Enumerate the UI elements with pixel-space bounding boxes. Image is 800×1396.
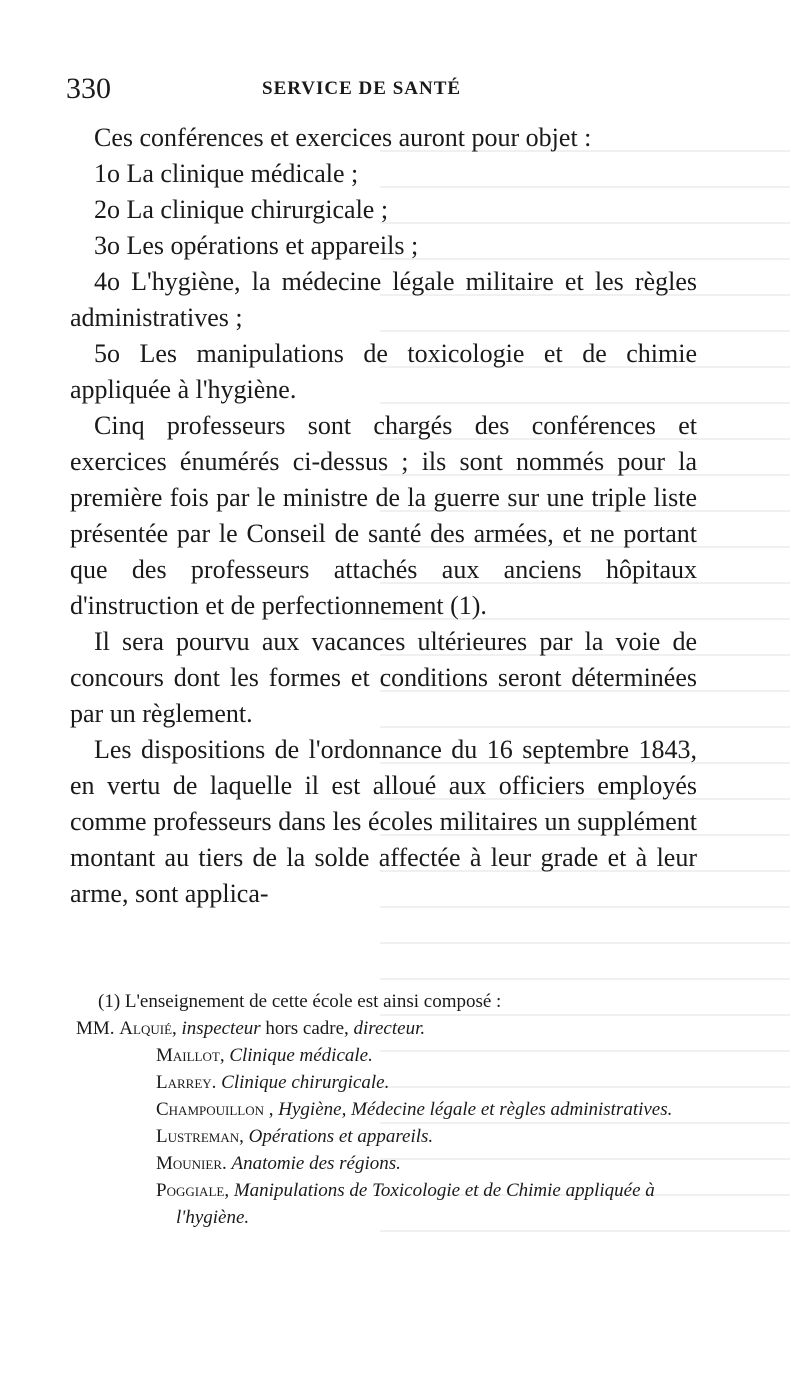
footnote-row [76, 1123, 701, 1150]
list-item: 5o Les manipulations de toxicologie et de chimie appliquée à l'hygiène. [70, 339, 697, 404]
staff-name: Poggiale, [156, 1180, 230, 1201]
staff-name: Larrey. [156, 1072, 217, 1093]
page-header [66, 72, 706, 112]
footnote-row [76, 1150, 701, 1177]
staff-name: Maillot, [156, 1045, 225, 1066]
paragraph: Cinq professeurs sont chargés des conférences et exercices énumérés ci-dessus ; ils sont nommés pour la première fois par le ministre de la guerre sur une triple liste présentée par le Conseil de santé des armées, et ne portant que des professeurs attachés aux anciens hôpitaux d'instruction et de perfectionnement (1). [70, 411, 697, 620]
running-head: SERVICE DE SANTÉ [262, 78, 462, 99]
staff-role-2: directeur. [353, 1018, 426, 1039]
footnote-intro: (1) L'enseignement de cette école est ainsi composé : [98, 991, 502, 1012]
footnote-row [76, 1042, 701, 1069]
staff-role-extra: hors cadre, [260, 1018, 354, 1039]
page-number: 330 [66, 72, 111, 105]
paragraph-intro: Ces conférences et exercices auront pour objet : [94, 123, 592, 152]
list-item: 3o Les opérations et appareils ; [94, 231, 419, 260]
staff-role: Hygiène, Médecine légale et règles administratives. [278, 1099, 673, 1120]
staff-name: Champouillon , [156, 1099, 274, 1120]
footnote-mm: MM. [76, 1018, 115, 1039]
staff-role: Anatomie des régions. [231, 1153, 401, 1174]
staff-role: Manipulations de Toxicologie et de Chimie appliquée à l'hygiène. [176, 1180, 655, 1228]
paragraph: Les dispositions de l'ordonnance du 16 septembre 1843, en vertu de laquelle il est alloué aux officiers employés comme professeurs dans les écoles militaires un supplément montant au tiers de la solde affectée à leur grade et à leur arme, sont applica- [70, 735, 697, 908]
footnote-row [76, 1015, 701, 1042]
staff-name: Alquié, [119, 1018, 177, 1039]
footnote-row [76, 1069, 701, 1096]
footnote [76, 988, 701, 1231]
paragraph: Il sera pourvu aux vacances ultérieures par la voie de concours dont les formes et conditions seront déterminées par un règlement. [70, 627, 697, 728]
staff-role: Clinique chirurgicale. [221, 1072, 390, 1093]
staff-name: Mounier. [156, 1153, 227, 1174]
staff-role: Opérations et appareils. [248, 1126, 434, 1147]
footnote-row [76, 1177, 701, 1231]
list-item: 1o La clinique médicale ; [94, 159, 359, 188]
footnote-row [76, 1096, 701, 1123]
staff-name: Lustreman, [156, 1126, 244, 1147]
list-item: 2o La clinique chirurgicale ; [94, 195, 389, 224]
staff-role: Clinique médicale. [229, 1045, 373, 1066]
main-text [70, 120, 697, 912]
list-item: 4o L'hygiène, la médecine légale militaire et les règles administratives ; [70, 267, 697, 332]
staff-role: inspecteur [181, 1018, 261, 1039]
